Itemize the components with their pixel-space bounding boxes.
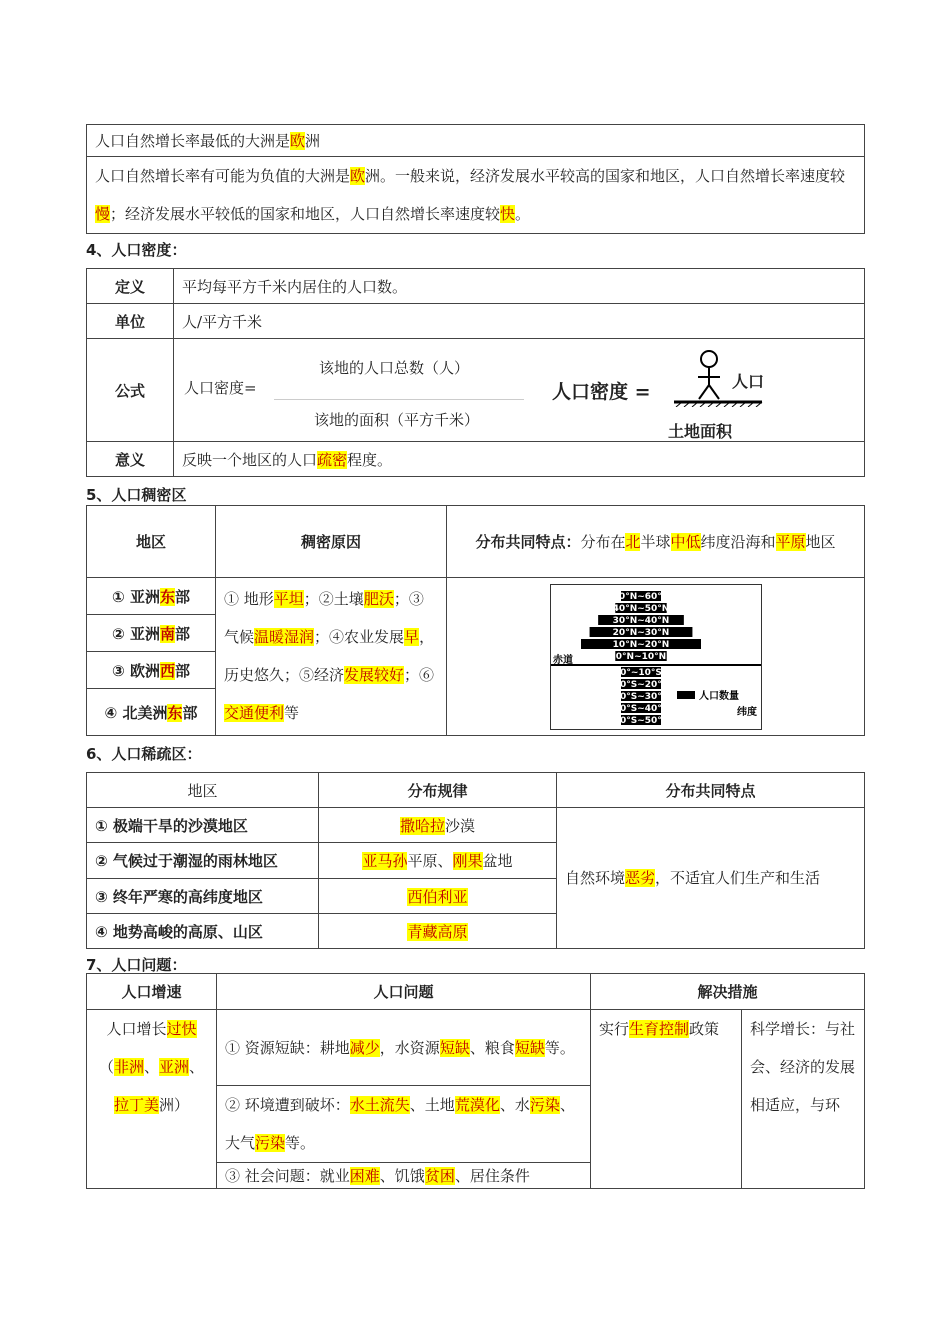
sparse-areas-table — [86, 772, 865, 949]
sparse-pattern-1: 撒哈拉沙漠 — [319, 808, 557, 843]
growth-speed-cell: 人口增长过快（非洲、亚洲、拉丁美洲） — [87, 1010, 217, 1189]
latitude-tick-label: 40°N~50°N — [612, 603, 669, 614]
problem-environment: ② 环境遭到破坏：水土流失、土地荒漠化、水污染、大气污染等。 — [217, 1086, 591, 1163]
sparse-col-pattern: 分布规律 — [319, 773, 557, 808]
measure-scientific-growth: 科学增长：与社会、经济的发展相适应，与环 — [742, 1010, 865, 1189]
sparse-pattern-4: 青藏高原 — [319, 914, 557, 949]
sparse-region-3: ③ 终年严寒的高纬度地区 — [87, 879, 319, 914]
formula-denominator: 该地的面积（平方千米） — [314, 411, 480, 429]
equator-label: 赤道 — [552, 654, 573, 666]
population-by-latitude-chart — [550, 584, 762, 730]
legend-swatch — [677, 691, 695, 699]
sparse-region-4: ④ 地势高峻的高原、山区 — [87, 914, 319, 949]
sparse-col-common: 分布共同特点 — [557, 773, 865, 808]
definition-value: 平均每平方千米内居住的人口数。 — [174, 269, 865, 304]
negative-growth-row: 人口自然增长率有可能为负值的大洲是欧洲。一般来说，经济发展水平较高的国家和地区，人口自然增长率速度较慢；经济发展水平较低的国家和地区，人口自然增长率速度较快。 — [87, 157, 865, 234]
dense-region-2: ② 亚洲南部 — [87, 615, 216, 652]
sparse-pattern-3: 西伯利亚 — [319, 879, 557, 914]
section-7-heading: 7、人口问题： — [86, 956, 187, 974]
formula-cell — [174, 339, 865, 442]
fraction-line — [274, 399, 524, 400]
meaning-label: 意义 — [87, 442, 174, 477]
latitude-tick-label: 0°~10°S — [619, 667, 662, 678]
latitude-tick-label: 40°S~50°S — [613, 715, 668, 726]
section-5-heading: 5、人口稠密区 — [86, 486, 187, 504]
problem-resources: ① 资源短缺：耕地减少，水资源短缺、粮食短缺等。 — [217, 1010, 591, 1086]
latitude-tick-label: 50°N~60°N — [612, 591, 669, 602]
dense-region-1: ① 亚洲东部 — [87, 578, 216, 615]
sparse-col-region: 地区 — [87, 773, 319, 808]
latitude-axis-label: 纬度 — [736, 706, 757, 718]
formula-label: 公式 — [87, 339, 174, 442]
unit-value: 人/平方千米 — [174, 304, 865, 339]
dense-region-3: ③ 欧洲西部 — [87, 652, 216, 689]
latitude-tick-label: 10°N~20°N — [612, 639, 669, 650]
meaning-value: 反映一个地区的人口疏密程度。 — [174, 442, 865, 477]
problem-col-problem: 人口问题 — [217, 974, 591, 1010]
dense-reasons: ① 地形平坦；②土壤肥沃；③气候温暖湿润；④农业发展早，历史悠久；⑤经济发展较好；⑥交通便利等 — [216, 578, 447, 736]
sparse-region-2: ② 气候过于潮湿的雨林地区 — [87, 843, 319, 879]
population-problems-table — [86, 973, 865, 1189]
dense-col-reason: 稠密原因 — [216, 506, 447, 578]
legend-label: 人口数量 — [698, 690, 739, 702]
dense-areas-table — [86, 505, 865, 736]
formula-lhs: 人口密度= — [184, 379, 257, 397]
dense-col-region: 地区 — [87, 506, 216, 578]
latitude-tick-label: 20°S~30°S — [613, 691, 668, 702]
sparse-pattern-2: 亚马孙平原、刚果盆地 — [319, 843, 557, 879]
problem-col-measure: 解决措施 — [591, 974, 865, 1010]
formula-numerator: 该地的人口总数（人） — [319, 359, 470, 377]
dense-col-feature: 分布共同特点：分布在北半球中低纬度沿海和平原地区 — [447, 506, 865, 578]
latitude-tick-label: 20°N~30°N — [612, 627, 669, 638]
latitude-tick-label: 30°N~40°N — [612, 615, 669, 626]
problem-col-speed: 人口增速 — [87, 974, 217, 1010]
latitude-tick-label: 0°N~10°N — [615, 651, 666, 662]
lowest-growth-row: 人口自然增长率最低的大洲是欧洲 — [87, 125, 865, 157]
section-6-heading: 6、人口稀疏区： — [86, 745, 202, 763]
definition-label: 定义 — [87, 269, 174, 304]
measure-birth-control: 实行生育控制政策 — [591, 1010, 742, 1189]
dense-region-4: ④ 北美洲东部 — [87, 689, 216, 736]
latitude-chart-cell — [447, 578, 865, 736]
section-4-heading: 4、人口密度： — [86, 241, 187, 259]
population-density-table — [86, 268, 865, 477]
unit-label: 单位 — [87, 304, 174, 339]
latitude-tick-label: 30°S~40°S — [613, 703, 668, 714]
sparse-common-feature: 自然环境恶劣，不适宜人们生产和生活 — [557, 808, 865, 949]
sparse-region-1: ① 极端干旱的沙漠地区 — [87, 808, 319, 843]
density-pic-title: 人口密度 = — [552, 381, 651, 403]
density-pic-bottom: 土地面积 — [668, 422, 733, 441]
problem-social: ③ 社会问题：就业困难、饥饿贫困、居住条件 — [217, 1163, 591, 1189]
latitude-tick-label: 10°S~20°S — [613, 679, 668, 690]
density-pic-top: 人口 — [732, 372, 765, 391]
growth-rate-table — [86, 124, 865, 234]
